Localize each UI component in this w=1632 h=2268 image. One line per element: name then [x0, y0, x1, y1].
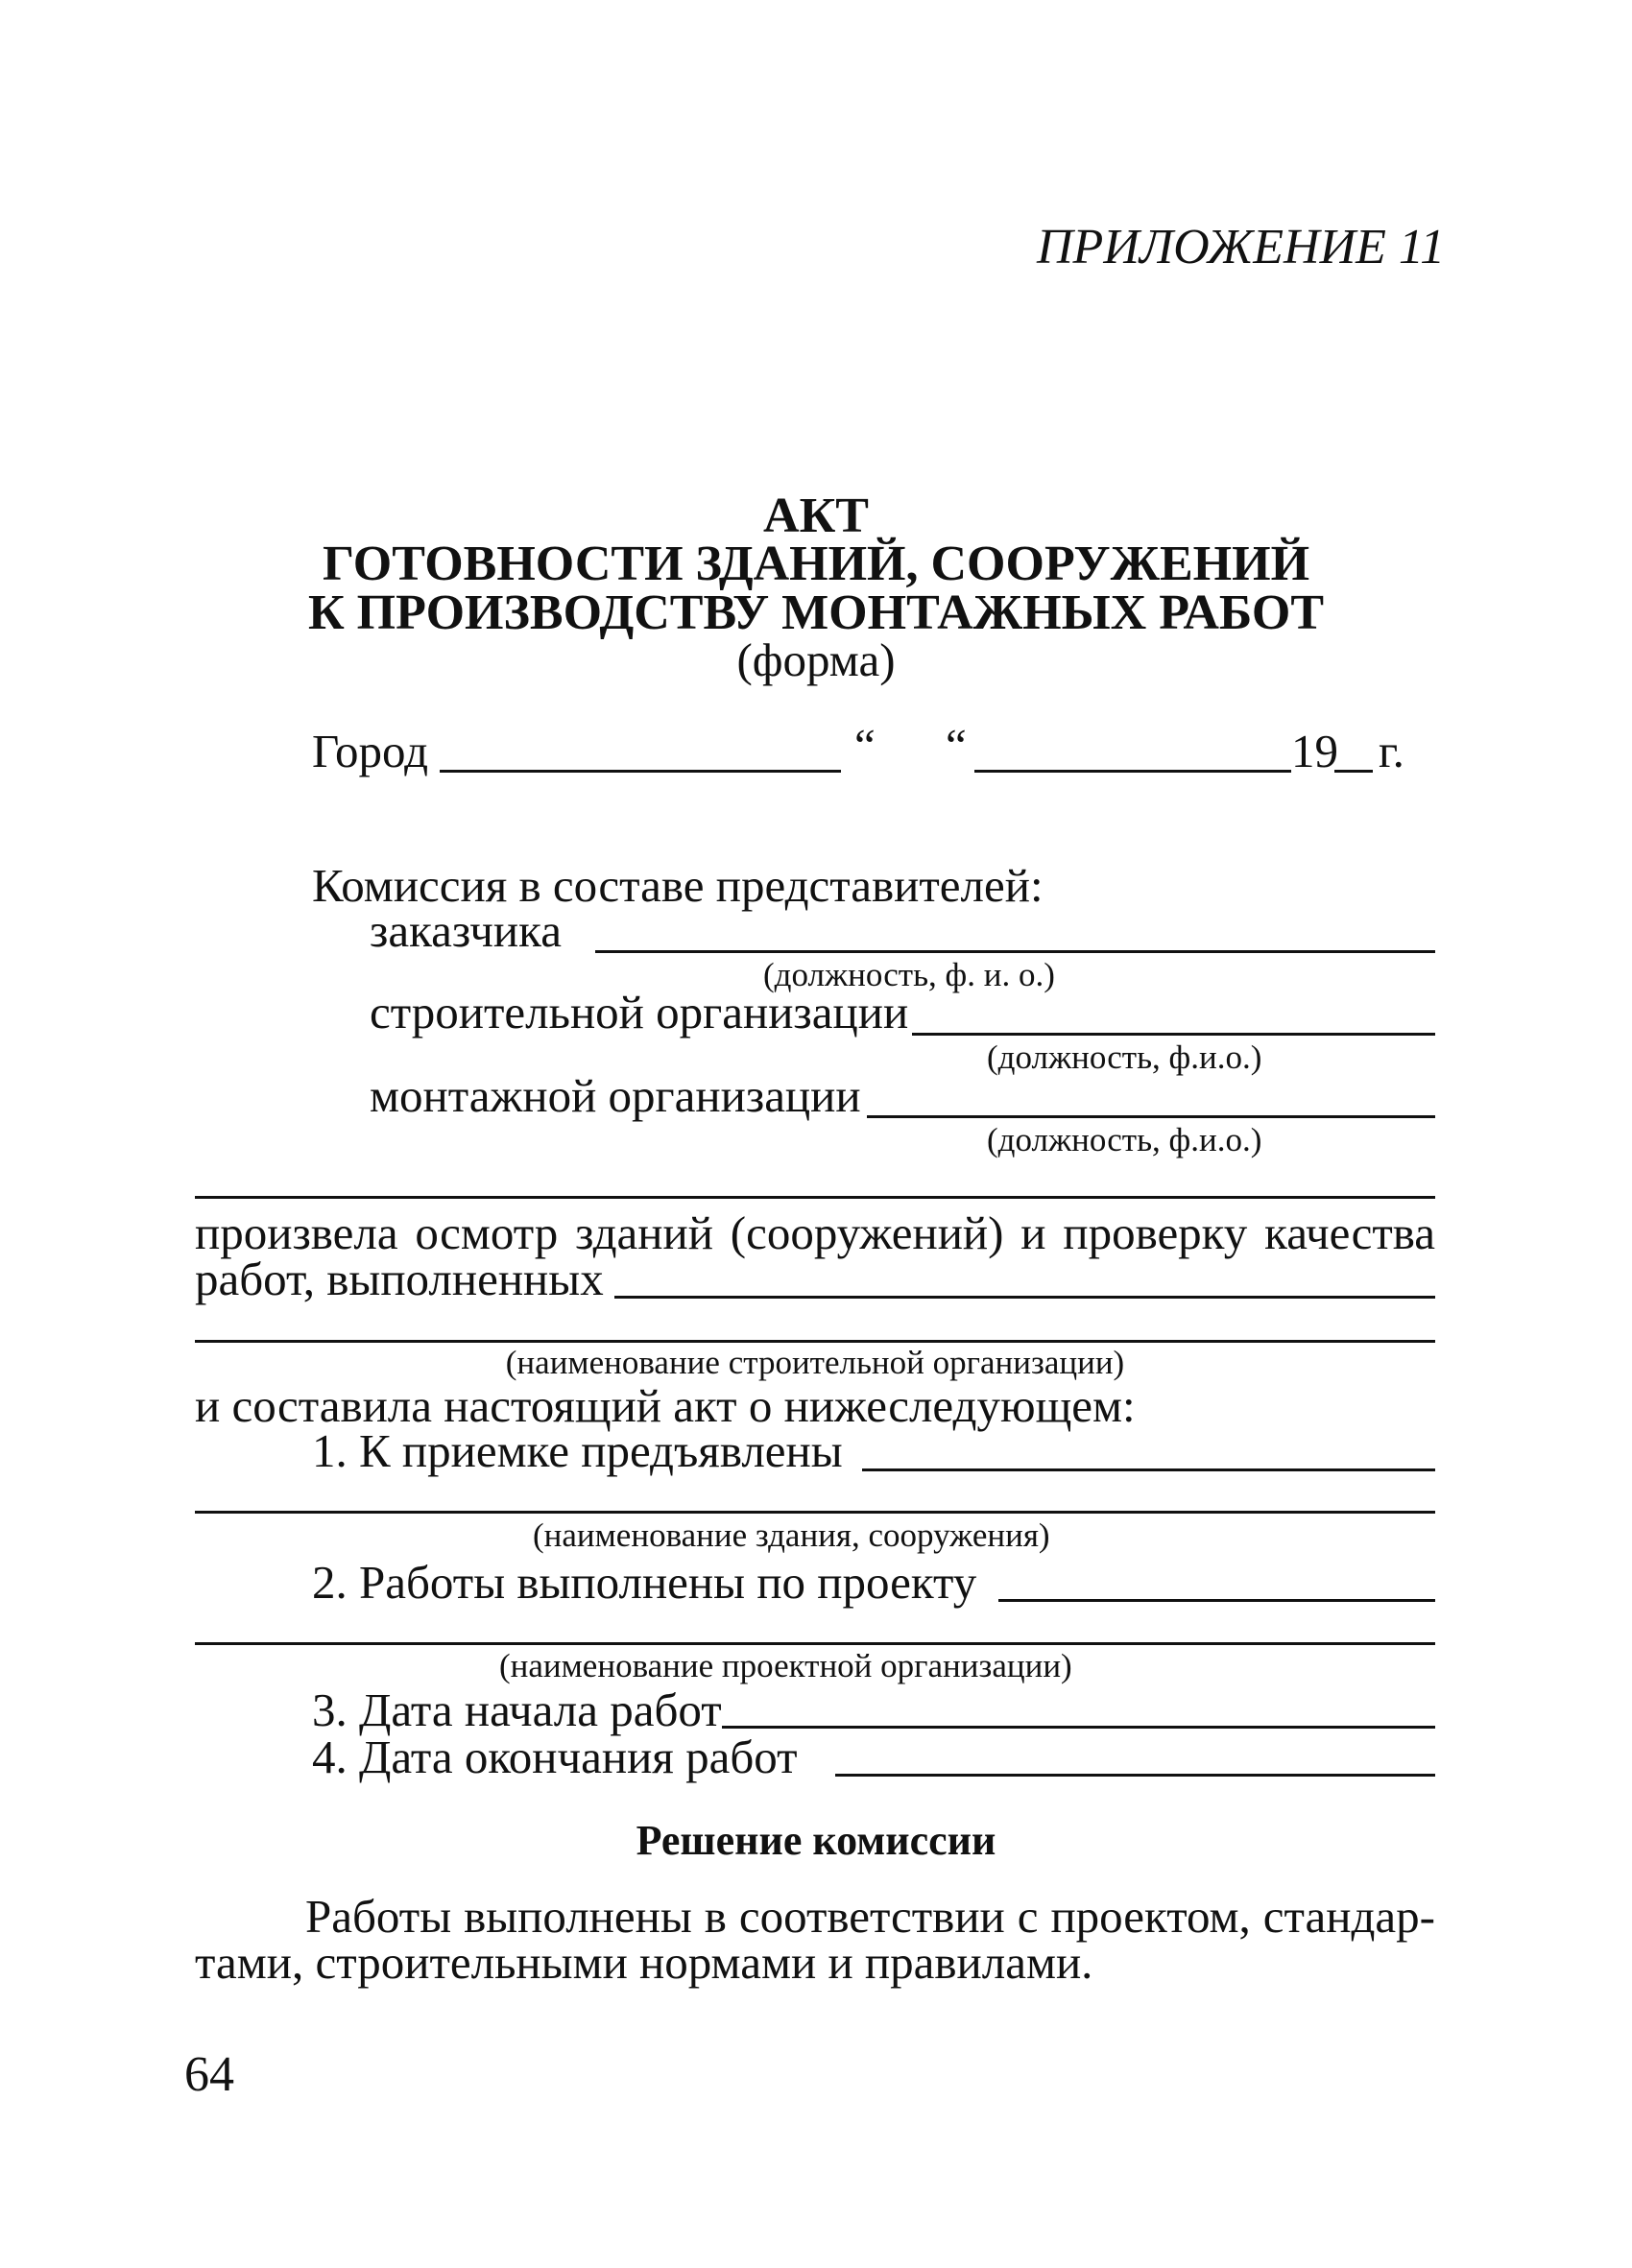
- builder-name-extra-line[interactable]: [195, 1340, 1435, 1343]
- item-2-extra-line[interactable]: [195, 1642, 1435, 1645]
- decision-text-line-2: тами, строительными нормами и правилами.: [195, 1936, 1093, 1989]
- item-1-label: 1. К приемке предъявлены: [312, 1424, 843, 1477]
- act-title-line-3: К ПРОИЗВОДСТВУ МОНТАЖНЫХ РАБОТ: [307, 585, 1325, 640]
- decision-text-line-1: Работы выполнены в соответствии с проектом, стандар-: [305, 1890, 1435, 1943]
- customer-label: заказчика: [370, 904, 562, 957]
- commission-intro: Комиссия в составе представителей:: [312, 859, 1044, 912]
- city-label: Город: [312, 725, 429, 777]
- installer-field[interactable]: [867, 1115, 1435, 1118]
- item-2-caption: (наименование проектной организации): [499, 1647, 1072, 1684]
- page-number: 64: [184, 2047, 234, 2102]
- quote-open: “: [854, 719, 876, 772]
- item-1-field[interactable]: [862, 1468, 1435, 1471]
- customer-field[interactable]: [595, 950, 1435, 953]
- compose-text: и составила настоящий акт о нижеследующем:: [195, 1379, 1136, 1432]
- inspection-text: произвела осмотр зданий (сооружений) и проверку качества: [195, 1206, 1435, 1259]
- performed-by-label: работ, выполненных: [195, 1253, 604, 1305]
- item-4-label: 4. Дата окончания работ: [312, 1731, 798, 1783]
- item-3-field[interactable]: [722, 1726, 1435, 1729]
- form-subtitle: (форма): [736, 633, 896, 686]
- year-suffix: г.: [1379, 725, 1404, 777]
- quote-close: “: [946, 719, 967, 772]
- city-field[interactable]: [440, 770, 841, 773]
- customer-caption: (должность, ф. и. о.): [763, 956, 1055, 993]
- builder-name-field[interactable]: [614, 1296, 1435, 1299]
- builder-field[interactable]: [912, 1033, 1435, 1036]
- installer-label: монтажной организации: [370, 1069, 861, 1122]
- commission-extra-line[interactable]: [195, 1196, 1435, 1199]
- builder-name-caption: (наименование строительной организации): [505, 1344, 1125, 1381]
- item-2-label: 2. Работы выполнены по проекту: [312, 1556, 977, 1609]
- item-3-label: 3. Дата начала работ: [312, 1683, 722, 1736]
- year-prefix: 19: [1291, 725, 1338, 777]
- act-title-line-2: ГОТОВНОСТИ ЗДАНИЙ, СООРУЖЕНИЙ: [322, 537, 1310, 591]
- act-title: АКТ: [763, 489, 869, 543]
- item-2-field[interactable]: [998, 1599, 1435, 1602]
- item-1-extra-line[interactable]: [195, 1511, 1435, 1514]
- decision-heading: Решение комиссии: [636, 1817, 996, 1864]
- builder-label: строительной организации: [370, 986, 909, 1039]
- builder-caption: (должность, ф.и.о.): [987, 1039, 1262, 1076]
- date-field[interactable]: [974, 770, 1291, 773]
- item-4-field[interactable]: [835, 1774, 1435, 1777]
- installer-caption: (должность, ф.и.о.): [987, 1121, 1262, 1158]
- appendix-label: ПРИЛОЖЕНИЕ 11: [1037, 220, 1446, 275]
- year-field[interactable]: [1334, 770, 1373, 773]
- item-1-caption: (наименование здания, сооружения): [533, 1516, 1050, 1554]
